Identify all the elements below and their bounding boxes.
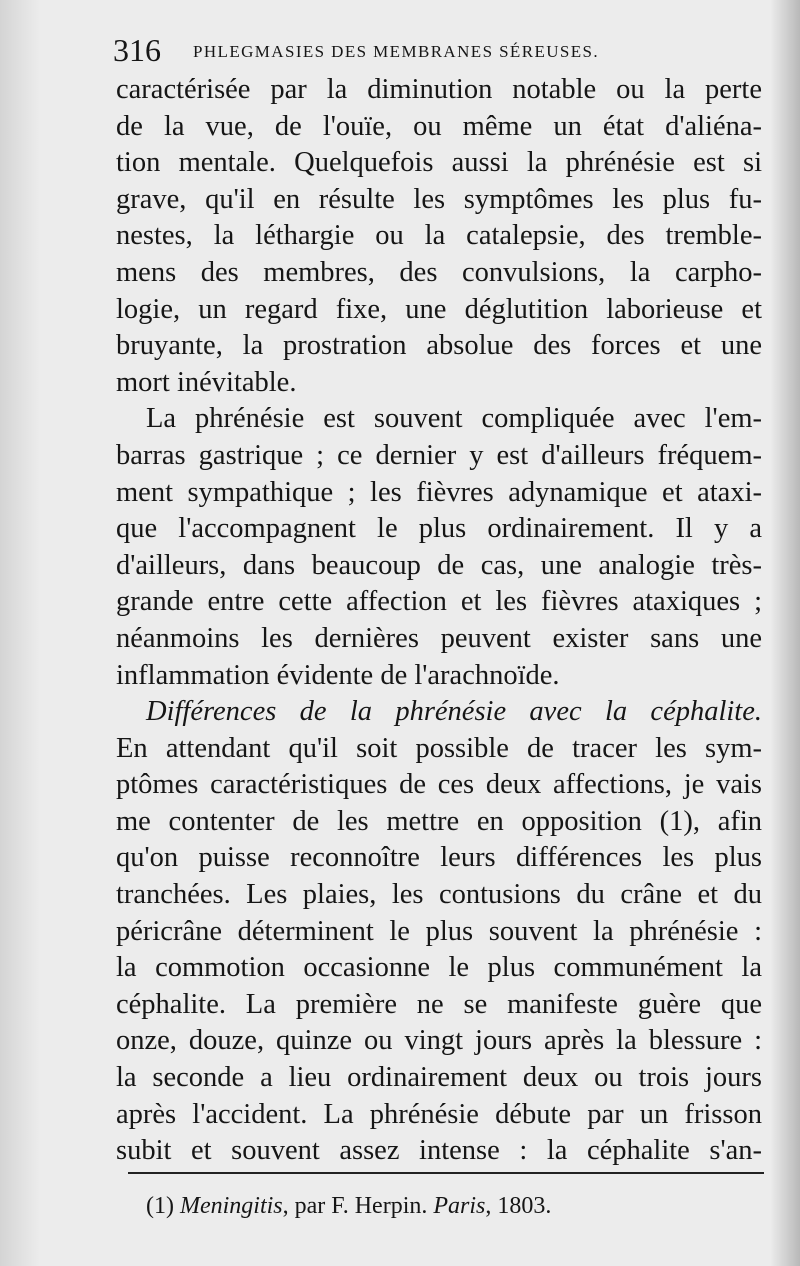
text-line: me contenter de les mettre en opposition (1), afin — [116, 805, 762, 837]
text-line: tion mentale. Quelquefois aussi la phrénésie est si — [116, 147, 762, 179]
body-text — [116, 72, 762, 1170]
text-line: la seconde a lieu ordinairement deux ou trois jours — [116, 1062, 762, 1094]
text-line: La phrénésie est souvent compliquée avec l'em- — [146, 403, 762, 435]
footnote-year: , 1803. — [485, 1193, 552, 1219]
text-line: ment sympathique ; les fièvres adynamique et ataxi- — [116, 476, 762, 508]
text-line: onze, douze, quinze ou vingt jours après la blessure : — [116, 1025, 762, 1057]
text-line: que l'accompagnent le plus ordinairement. Il y a — [116, 513, 762, 545]
text-line: mens des membres, des convulsions, la carpho- — [116, 256, 762, 288]
text-line: d'ailleurs, dans beaucoup de cas, une analogie très- — [116, 549, 762, 581]
footnote-rule — [128, 1172, 764, 1174]
text-line: de la vue, de l'ouïe, ou même un état d'aliéna- — [116, 110, 762, 142]
text-line: inflammation évidente de l'arachnoïde. — [116, 659, 560, 691]
text-line: péricrâne déterminent le plus souvent la phrénésie : — [116, 915, 762, 947]
footnote-place: Paris — [433, 1193, 486, 1219]
text-line: ptômes caractéristiques de ces deux affections, je vais — [116, 769, 762, 801]
text-line: caractérisée par la diminution notable ou la perte — [116, 74, 762, 105]
running-title: PHLEGMASIES DES MEMBRANES SÉREUSES. — [193, 42, 600, 61]
text-line: néanmoins les dernières peuvent exister sans une — [116, 622, 762, 654]
text-line: la commotion occasionne le plus communément la — [116, 952, 762, 984]
text-line: mort inévitable. — [116, 366, 297, 398]
text-line: barras gastrique ; ce dernier y est d'ailleurs fréquem- — [116, 439, 762, 471]
text-line: bruyante, la prostration absolue des forces et une — [116, 330, 762, 362]
text-line: En attendant qu'il soit possible de tracer les sym- — [116, 732, 762, 764]
text-line: grande entre cette affection et les fièvres ataxiques ; — [116, 586, 762, 618]
footnote-author: , par F. Herpin. — [282, 1193, 428, 1219]
text-line: tranchées. Les plaies, les contusions du crâne et du — [116, 879, 762, 911]
text-line: qu'on puisse reconnoître leurs différences les plus — [116, 842, 762, 874]
footnote — [146, 1190, 551, 1222]
page-header — [113, 30, 773, 70]
text-line: logie, un regard fixe, une déglutition laborieuse et — [116, 293, 762, 325]
text-line: subit et souvent assez intense : la céphalite s'an- — [116, 1135, 762, 1167]
footnote-marker: (1) — [146, 1193, 174, 1219]
text-line: céphalite. La première ne se manifeste guère que — [116, 988, 762, 1020]
text-line: nestes, la léthargie ou la catalepsie, des tremble- — [116, 220, 762, 252]
text-line: après l'accident. La phrénésie débute par un frisson — [116, 1098, 762, 1130]
text-line: grave, qu'il en résulte les symptômes les plus fu- — [116, 183, 762, 215]
footnote-title: Meningitis — [179, 1193, 283, 1219]
section-heading: Différences de la phrénésie avec la céphalite. — [146, 696, 762, 728]
page-number: 316 — [113, 32, 161, 68]
